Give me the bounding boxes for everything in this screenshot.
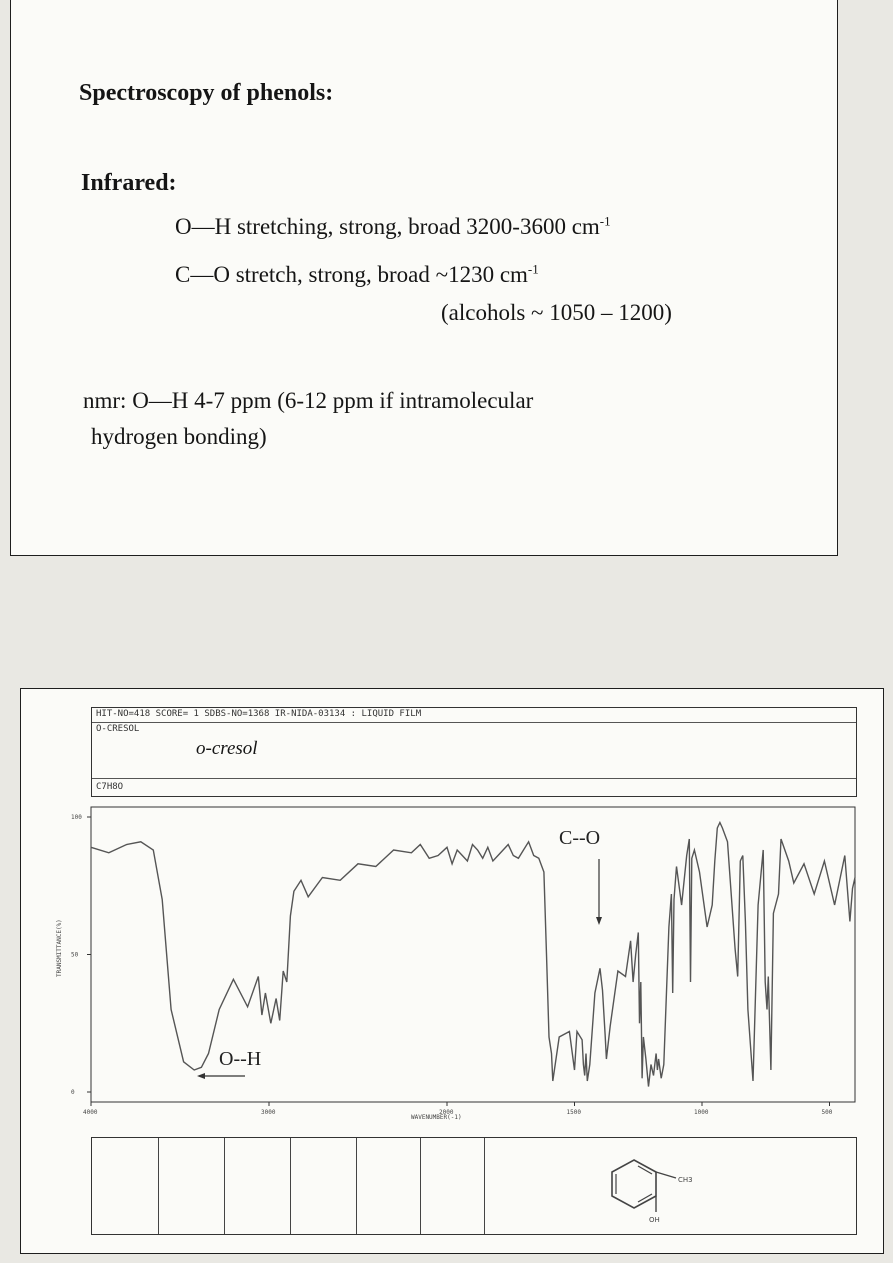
slide-phenol-spectroscopy	[10, 0, 838, 556]
oh-unit-superscript: -1	[599, 213, 611, 229]
nmr-line-continued: hydrogen bonding)	[91, 424, 267, 449]
co-annotation: C--O	[559, 827, 601, 849]
peak-cells	[158, 1138, 224, 1146]
methyl-label: CH3	[678, 1176, 693, 1184]
peak-cells	[224, 1138, 290, 1146]
y-tick-label: 0	[71, 1089, 75, 1096]
slide-ir-spectrum	[20, 688, 884, 1254]
structure-panel	[484, 1138, 856, 1234]
oh-stretch-text: O—H stretching, strong, broad 3200-3600 cm	[175, 214, 600, 239]
y-tick-label: 50	[71, 951, 79, 959]
y-axis-label: TRANSMITTANCE(%)	[56, 919, 63, 977]
x-tick-label: 2000	[439, 1109, 454, 1116]
x-tick-label: 1000	[694, 1109, 709, 1116]
oh-arrow-head	[197, 1073, 205, 1079]
x-tick-label: 3000	[261, 1109, 276, 1116]
x-axis-label: WAVENUMBER(-1)	[411, 1114, 462, 1121]
peak-column-2	[158, 1138, 225, 1234]
co-stretch-line	[175, 262, 539, 288]
o-cresol-structure	[484, 1138, 854, 1232]
oh-stretch-line	[175, 214, 611, 240]
x-tick-label: 500	[821, 1109, 833, 1116]
slide-title: Spectroscopy of phenols:	[79, 80, 334, 106]
compound-code: O-CRESOL	[96, 724, 140, 734]
co-stretch-text: C—O stretch, strong, broad ~1230 cm	[175, 262, 528, 287]
peak-cells	[92, 1138, 158, 1146]
peak-table	[91, 1137, 857, 1235]
spectrum-trace	[91, 823, 855, 1087]
hydroxyl-label: OH	[649, 1216, 660, 1224]
molecular-formula: C7H8O	[96, 782, 124, 792]
peak-column-6	[420, 1138, 485, 1234]
x-tick-label: 1500	[566, 1109, 581, 1116]
peak-cells	[356, 1138, 420, 1146]
co-arrow-head	[596, 917, 602, 925]
double-bond	[638, 1194, 652, 1202]
benzene-ring	[612, 1160, 656, 1208]
header-codes: HIT-NO=418 SCORE= 1 SDBS-NO=1368 IR-NIDA-03134 : LIQUID FILM	[96, 709, 422, 719]
oh-annotation: O--H	[219, 1048, 262, 1070]
alcohols-note: (alcohols ~ 1050 – 1200)	[441, 300, 672, 325]
compound-label-text: o-cresol	[196, 738, 258, 759]
ir-spectrum-chart	[21, 689, 883, 1139]
peak-column-1	[92, 1138, 159, 1234]
nmr-line: nmr: O—H 4-7 ppm (6-12 ppm if intramolecular	[83, 388, 534, 413]
methyl-bond	[656, 1172, 676, 1178]
peak-column-5	[356, 1138, 421, 1234]
x-tick-label: 4000	[83, 1109, 98, 1116]
co-unit-superscript: -1	[527, 261, 539, 277]
infrared-heading: Infrared:	[81, 170, 177, 196]
double-bond	[638, 1166, 652, 1174]
peak-cells	[290, 1138, 356, 1146]
peak-column-3	[224, 1138, 291, 1234]
peak-cells	[420, 1138, 484, 1146]
peak-column-4	[290, 1138, 357, 1234]
y-tick-label: 100	[71, 814, 82, 821]
chart-axes	[71, 814, 833, 1116]
